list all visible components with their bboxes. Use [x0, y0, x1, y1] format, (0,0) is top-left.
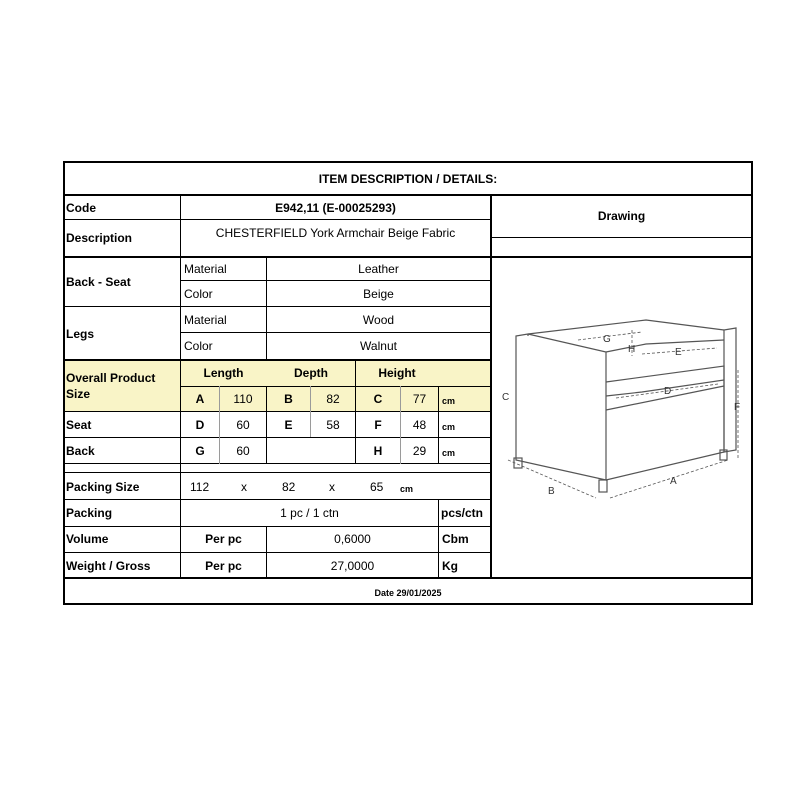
drawing-label: Drawing	[597, 209, 646, 223]
description-label: Description	[66, 231, 133, 245]
drawing-label-a: A	[670, 476, 677, 487]
dim-g-value: 60	[236, 444, 250, 458]
dim-a-key: A	[195, 392, 205, 406]
date-text: Date 29/01/2025	[374, 588, 442, 598]
back-label: Back	[66, 444, 95, 458]
volume-unit: Cbm	[442, 532, 469, 546]
back-seat-color: Beige	[363, 287, 394, 301]
dim-f-value: 48	[412, 418, 427, 432]
volume-per: Per pc	[205, 532, 242, 546]
drawing-label-b: B	[548, 486, 555, 497]
code-value: E942,11 (E-00025293)	[275, 201, 396, 215]
packing-size-unit: cm	[400, 484, 414, 494]
back-seat-label: Back - Seat	[66, 275, 131, 289]
weight-unit: Kg	[442, 559, 458, 573]
legs-material-label: Material	[184, 313, 227, 327]
volume-label: Volume	[66, 532, 109, 546]
weight-label: Weight / Gross	[66, 559, 151, 573]
packing-length: 112	[190, 480, 210, 494]
weight-value: 27,0000	[330, 559, 375, 573]
legs-color-label: Color	[184, 339, 213, 353]
drawing-label-f: F	[734, 402, 741, 413]
height-header: Height	[378, 366, 416, 380]
dim-a-value: 110	[233, 392, 253, 406]
overall-unit: cm	[442, 396, 456, 406]
legs-color: Walnut	[360, 339, 397, 353]
dim-c-value: 77	[412, 392, 427, 406]
packing-height: 65	[370, 480, 384, 494]
packing-label: Packing	[66, 506, 113, 520]
dim-b-value: 82	[326, 392, 340, 406]
packing-size-label: Packing Size	[66, 480, 140, 494]
packing-x1: x	[241, 480, 247, 494]
packing-unit: pcs/ctn	[441, 506, 484, 520]
page-title: ITEM DESCRIPTION / DETAILS:	[318, 172, 498, 186]
legs-material: Wood	[362, 313, 395, 327]
dim-c-key: C	[373, 392, 383, 406]
volume-value: 0,6000	[334, 532, 371, 546]
dim-d-value: 60	[236, 418, 250, 432]
overall-size-label-line1: Overall Product	[66, 371, 156, 385]
dim-e-value: 58	[326, 418, 340, 432]
dim-b-key: B	[284, 392, 293, 406]
back-seat-material-label: Material	[184, 262, 227, 276]
dim-f-key: F	[374, 418, 382, 432]
drawing-label-d: D	[664, 386, 672, 397]
seat-label: Seat	[66, 418, 92, 432]
dim-h-key: H	[373, 444, 383, 458]
drawing-label-h: H	[628, 344, 636, 355]
back-seat-color-label: Color	[184, 287, 213, 301]
dim-h-value: 29	[412, 444, 427, 458]
drawing-label-c: C	[502, 392, 510, 403]
dim-d-key: D	[195, 418, 205, 432]
packing-value: 1 pc / 1 ctn	[280, 506, 339, 520]
code-label: Code	[66, 201, 96, 215]
description-value: CHESTERFIELD York Armchair Beige Fabric	[215, 226, 456, 240]
depth-header: Depth	[294, 366, 328, 380]
back-unit: cm	[442, 448, 456, 458]
length-header: Length	[203, 366, 244, 380]
weight-per: Per pc	[205, 559, 242, 573]
seat-unit: cm	[442, 422, 456, 432]
packing-width: 82	[282, 480, 296, 494]
packing-x2: x	[329, 480, 335, 494]
drawing-label-g: G	[603, 334, 611, 345]
legs-label: Legs	[66, 327, 95, 341]
drawing-label-e: E	[675, 347, 682, 358]
back-seat-material: Leather	[358, 262, 399, 276]
armchair-drawing	[492, 300, 750, 510]
overall-size-label-line2: Size	[66, 387, 91, 401]
dim-g-key: G	[195, 444, 205, 458]
dim-e-key: E	[284, 418, 293, 432]
